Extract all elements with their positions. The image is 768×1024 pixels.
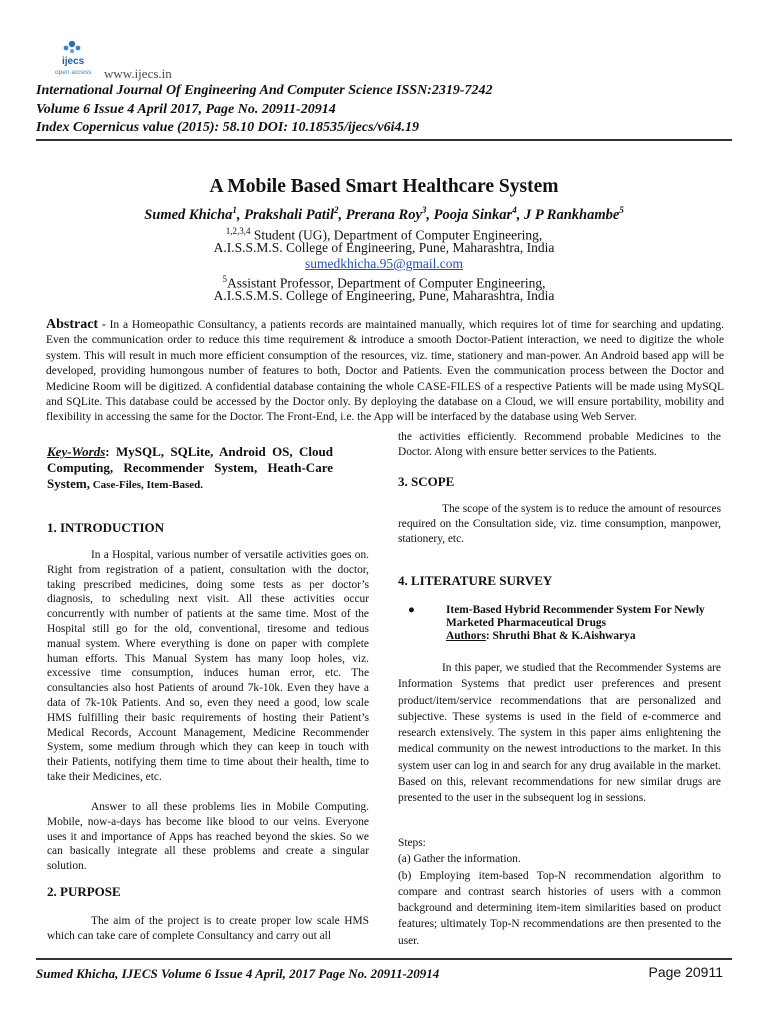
author-name: Prerana Roy bbox=[345, 206, 422, 223]
ijecs-logo-icon bbox=[50, 38, 110, 82]
steps-list bbox=[398, 835, 721, 949]
author-name: J P Rankhambe bbox=[523, 206, 620, 223]
author-name: Pooja Sinkar bbox=[433, 206, 513, 223]
affiliation-2-institution: A.I.S.S.M.S. College of Engineering, Pune, Maharashtra, India bbox=[213, 288, 555, 303]
footer-citation: Sumed Khicha, IJECS Volume 6 Issue 4 April, 2017 Page No. 20911-20914 bbox=[36, 966, 440, 981]
header-rule bbox=[36, 139, 732, 141]
author-name: Prakshali Patil bbox=[244, 206, 335, 223]
keywords: Key-Words: MySQL, SQLite, Android OS, Cloud Computing, Recommender System, Heath-Care System, Case-Files, Item-Based. bbox=[47, 444, 333, 491]
introduction-paragraph-2: Answer to all these problems lies in Mobile Computing. Mobile, now-a-days has become like blood to our veins. Everyone uses it and importance of Apps has reached beyond the skies. So we can basically integrate all these problems and create a singular solution. bbox=[47, 801, 369, 873]
section-heading-introduction: 1. INTRODUCTION bbox=[47, 520, 165, 535]
author-name: Sumed Khicha bbox=[144, 206, 233, 223]
abstract-label: Abstract bbox=[46, 317, 99, 332]
bullet-icon: ● bbox=[408, 604, 415, 616]
affiliation-1-role: $^{1,2,3,4}$ Student (UG), Department of Computer Engineering, bbox=[225, 226, 543, 243]
step-b: (b) Employing item-based Top-N recommendation algorithm to compare and contrast search histories of users with a common background and determining item-item similarities based on product features; ultimately Top-N recommendations are then presented to the user. bbox=[398, 869, 721, 947]
affiliation-1-institution: A.I.S.S.M.S. College of Engineering, Pune, Maharashtra, India bbox=[213, 240, 555, 255]
literature-item bbox=[398, 604, 721, 643]
svg-text:ijecs: ijecs bbox=[62, 56, 85, 67]
literature-paragraph: In this paper, we studied that the Recommender Systems are Information Systems that predict user preferences and present product/item/service recommendations that are personalized and subjective. These systems is used in the field of e-commerce and research extensively. The system in this paper aims enlightening the medical community on the newest introductions to the market. In this system user can log in and search for any drug available in the market. Based on this, relevant recommendations for new similar drugs are presented to the user in the subsequent log in sessions. bbox=[398, 662, 721, 805]
abstract: Abstract - In a Homeopathic Consultancy, a patients records are maintained manually, which requires lot of time for searching and updating. Even the communication order to reduce this time requirement & introduce a smooth Doctor-Patient interaction, we need to digitize the whole system. This will result in much more efficient consumption of the resources, viz. time, stationery and man-power. An Android based app will be developed, providing humongous number of features to both, Doctor and Patients. Even the communication process between the Doctor and Medicine Room will be digitized. A confidential database containing the whole CASE-FILES of a respective Patients will be made using MySQL and SQLite. This database could be accessed by the Doctor only. By deploying the database on a Cloud, we will ensure portability, mobility and flexibility in accessing the same for the Doctor. The Front-End, i.e. the App will be interfaced by the database using Web Server. bbox=[46, 317, 724, 424]
introduction-paragraph-1: In a Hospital, various number of versatile activities goes on. Right from registration of a patient, consultation with the doctor, taking prescribed medicines, doing some tests as per doctor’s diagnosis, to scheduling next visit. All these activities occur concurrently with number of patients at the same time. Most of the Hospital still go for the old, conventional, tiresome and tedious manual system. Where everything is done on paper with complete human efforts. This Manual System has many loop holes, viz. excessive time consumption, induces human error, etc. The consultancies also host Patients of around 7k-10k. Even they have a data of 7k-10k Patients. And so, even they need a good, low scale HMS fulfilling their basic requirements of hosting their Patient’s Medical Records, Account Management, Medicine Recommender System, some medium through which they can keep in touch with their Patients, notifying them time to time about their health, time to take their Medicines, etc. bbox=[47, 549, 369, 783]
affiliation-2-role: $^5$Assistant Professor, Department of Computer Engineering, bbox=[222, 274, 546, 291]
step-a: (a) Gather the information. bbox=[398, 853, 521, 866]
steps-label: Steps: bbox=[398, 837, 426, 849]
journal-header-line-3: Index Copernicus value (2015): 58.10 DOI: 10.18535/ijecs/v6i4.19 bbox=[36, 120, 420, 135]
journal-website[interactable]: www.ijecs.in bbox=[104, 66, 172, 81]
journal-header-line-2: Volume 6 Issue 4 April 2017, Page No. 20911-20914 bbox=[36, 102, 336, 117]
paper-title: A Mobile Based Smart Healthcare System bbox=[209, 176, 559, 197]
abstract-text: In a Homeopathic Consultancy, a patients records are maintained manually, which requires lot of time for searching and updating. Even the communication order to reduce this time requirement & introduce a smooth Doctor-Patient interaction, we need to digitize the whole system. This will result in much more efficient consumption of the resources, viz. time, stationery and man-power. An Android based app will be developed, providing humongous number of features to both, Doctor and Patients. Even the communication process between the Doctor and Medicine Room will be digitized. A confidential database containing the whole CASE-FILES of a respective Patients will be made using MySQL and SQLite. This database could be accessed by the Doctor only. By deploying the database on a Cloud, we will ensure portability, mobility and flexibility in accessing the same for the Doctor. The Front-End, i.e. the App will be interfaced by the database using Web Server. bbox=[46, 319, 724, 424]
literature-item-title: Item-Based Hybrid Recommender System For Newly Marketed Pharmaceutical Drugs bbox=[446, 604, 705, 629]
purpose-paragraph: The aim of the project is to create proper low scale HMS which can take care of complete Consultancy and carry out all bbox=[47, 915, 369, 942]
scope-paragraph: The scope of the system is to reduce the amount of resources required on the Consultation side, viz. time consumption, manpower, stationery, etc. bbox=[398, 503, 721, 545]
literature-item-authors: Authors: Shruthi Bhat & K.Aishwarya bbox=[446, 630, 636, 642]
footer-rule bbox=[36, 958, 732, 960]
svg-text:open access: open access bbox=[55, 69, 92, 76]
section-heading-literature-survey: 4. LITERATURE SURVEY bbox=[398, 573, 553, 588]
journal-header-line-1: International Journal Of Engineering And Computer Science ISSN:2319-7242 bbox=[36, 83, 493, 98]
section-heading-scope: 3. SCOPE bbox=[398, 474, 455, 489]
section-heading-purpose: 2. PURPOSE bbox=[47, 884, 121, 899]
page-number: Page 20911 bbox=[648, 964, 723, 980]
purpose-paragraph-continued: the activities efficiently. Recommend probable Medicines to the Doctor. Along with ensure better services to the Patients. bbox=[398, 431, 721, 458]
author-email-link[interactable]: sumedkhicha.95@gmail.com bbox=[305, 256, 463, 271]
author-list: Sumed Khicha$^1$, Prakshali Patil$^2$, Prerana Roy$^3$, Pooja Sinkar$^4$, J P Rankhambe$^5$ bbox=[144, 205, 624, 223]
